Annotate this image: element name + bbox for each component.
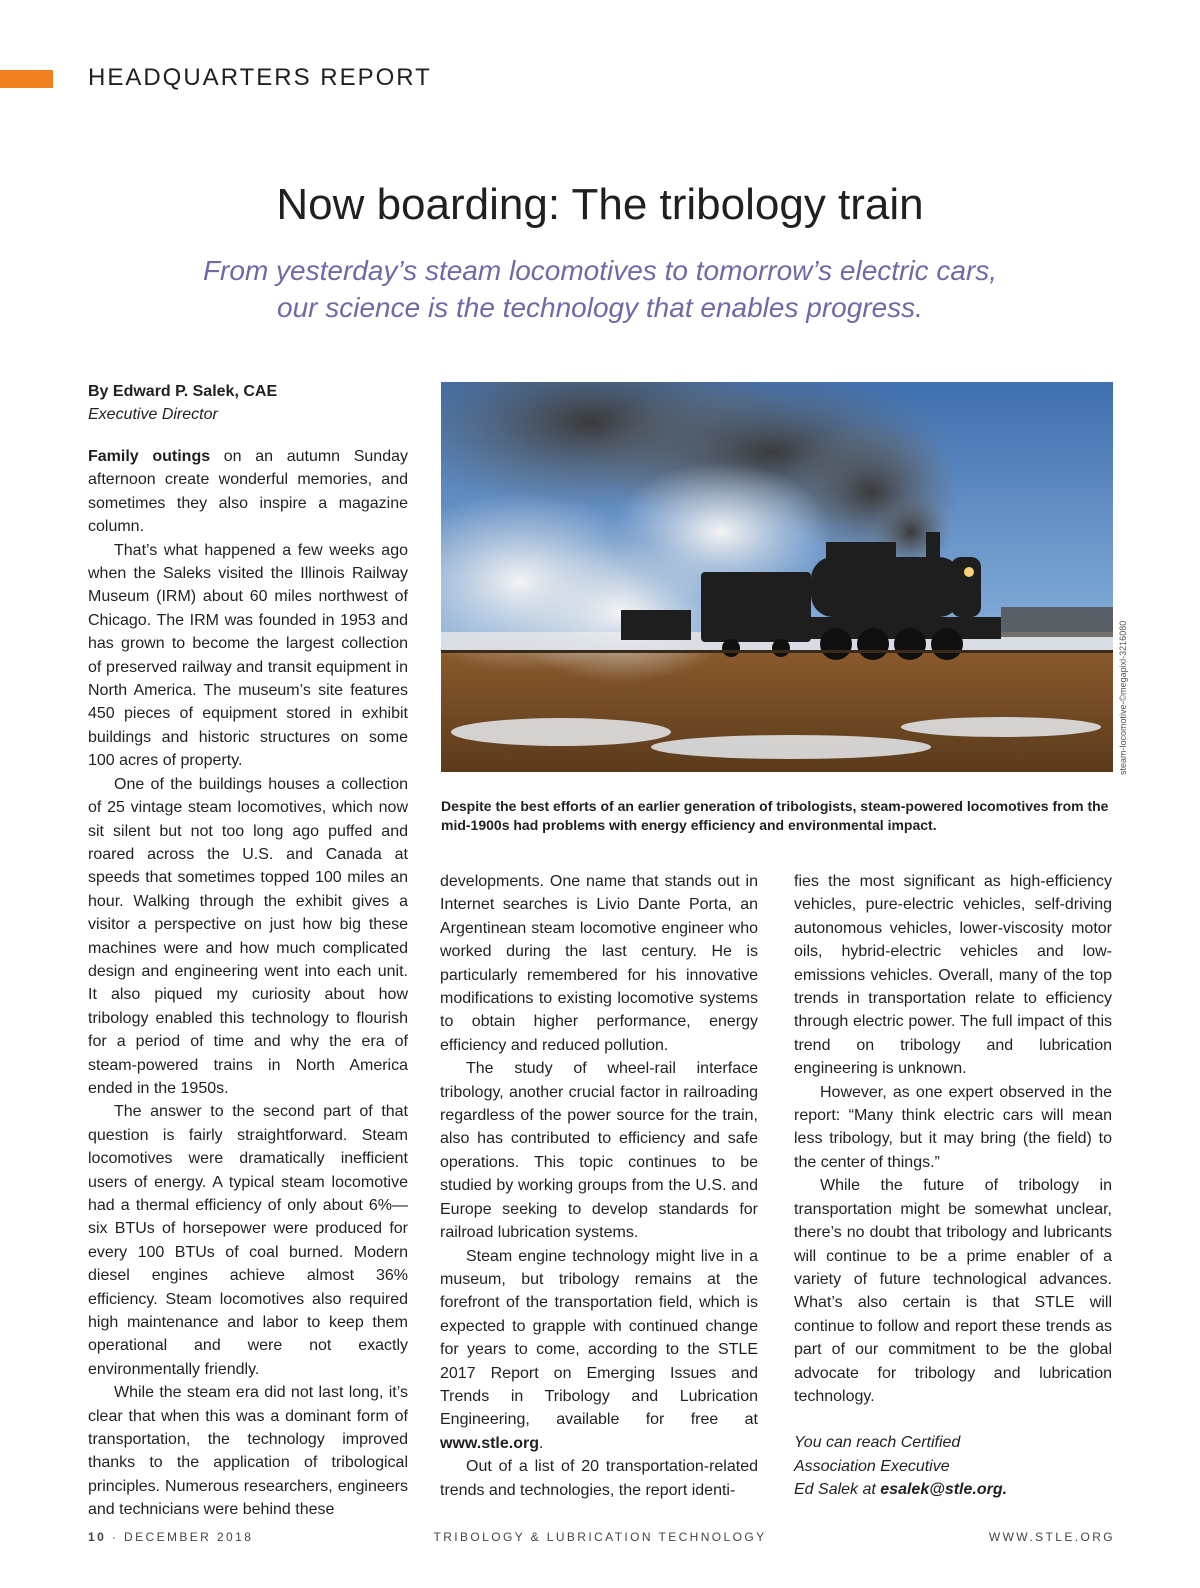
paragraph: The study of wheel-rail interface tribology, another crucial factor in railroading regardless of the power source for the train, also has contributed to efficiency and safe operations. This topic continues to be studied by working groups from the U.S. and Europe seeking to develop standards for railroad lubrication systems. [440,1060,758,1242]
deck-line-1: From yesterday’s steam locomotives to tomorrow’s electric cars, [202,255,998,286]
photo-caption: Despite the best efforts of an earlier generation of tribologists, steam-powered locomotives from the mid-1900s had problems with energy efficiency and environmental impact. [441,798,1109,833]
footer-separator: · [111,1530,119,1544]
website-url[interactable]: WWW.STLE.ORG [988,1530,1115,1544]
paragraph: The answer to the second part of that question is fairly straightforward. Steam locomotives were dramatically inefficient users of energy. A typical steam locomotive had a thermal efficiency of only about 6%—six BTUs of horsepower were produced for every 100 BTUs of coal burned. Modern diesel engines achieve almost 36% efficiency. Steam locomotives also required high maintenance and labor to keep them operational and were not exactly environmentally friendly. [88,1103,408,1378]
publication-name: TRIBOLOGY & LUBRICATION TECHNOLOGY [433,1530,767,1544]
byline-role: Executive Director [88,406,218,423]
byline-author: By Edward P. Salek, CAE [88,383,278,400]
column-1 [88,445,408,1522]
byline [88,380,408,426]
paragraph-text: Steam engine technology might live in a museum, but tribology remains at the forefront of the transportation field, which is expected to grapple with continued change for years to come, according to the STLE 2017 Report on Emerging Issues and Trends in Tribology and Lubrication Engineering, available for free at [440,1247,758,1429]
paragraph: While the future of tribology in transportation might be somewhat unclear, there’s no doubt that tribology and lubricants will continue to be a prime enabler of a variety of future technological advances. What’s also certain is that STLE will continue to follow and report these trends as part of our commitment to be the global advocate for tribology and lubrication technology. [794,1177,1112,1405]
website-link[interactable]: www.stle.org [440,1434,539,1452]
paragraph: That’s what happened a few weeks ago when the Saleks visited the Illinois Railway Museum (IRM) about 60 miles northwest of Chicago. The IRM was founded in 1953 and has grown to become the largest collection of preserved railway and transit equipment in North America. The museum’s site features 450 pieces of equipment stored in exhibit buildings and historic structures on some 100 acres of property. [88,541,408,770]
section-label: HEADQUARTERS REPORT [88,64,432,91]
paragraph-end: . [538,1434,544,1452]
locomotive-illustration [441,382,1113,772]
issue-date: DECEMBER 2018 [124,1530,254,1544]
paragraph-text: on an autumn Sunday afternoon create wonderful memories, and sometimes they also inspire a magazine column. [88,448,408,536]
paragraph: While the steam era did not last long, it’s clear that when this was a dominant form of transportation, the technology improved thanks to the application of tribological principles. Numerous researchers, engineers and technicians were behind these [88,1384,408,1519]
article-title: Now boarding: The tribology train [276,180,924,229]
paragraph: developments. One name that stands out in Internet searches is Livio Dante Porta, an Argentinean steam locomotive engineer who worked during the last century. He is particularly remembered for his innovative modifications to existing locomotive systems to obtain higher performance, energy efficiency and reduced pollution. [440,873,758,1054]
paragraph [88,445,408,539]
contact-line-1: You can reach Certified [794,1434,961,1452]
deck-line-2: our science is the technology that enables progress. [277,292,923,323]
paragraph: However, as one expert observed in the report: “Many think electric cars will mean less tribology, but it may bring (the field) to the center of things.” [794,1083,1112,1171]
page-number: 10 [88,1530,107,1544]
article-deck [100,252,1100,326]
paragraph: Out of a list of 20 transportation-related trends and technologies, the report identi- [440,1458,758,1499]
contact-line-3: Ed Salek at [794,1481,881,1499]
steam-locomotive-photo [441,382,1113,772]
contact-line-2: Association Executive [794,1457,950,1475]
photo-credit: steam-locomotive-©megapixl-3216080 [1118,620,1128,775]
contact-email-link[interactable]: esalek@stle.org. [880,1481,1008,1499]
lead-in: Family outings [88,448,211,465]
contact-note [794,1431,1112,1501]
section-accent-bar [0,70,53,88]
paragraph [440,1245,758,1456]
column-3 [794,870,1112,1502]
paragraph: fies the most significant as high-efficiency vehicles, pure-electric vehicles, self-driving autonomous vehicles, lower-viscosity motor oils, hybrid-electric vehicles and low-emissions vehicles. Overall, many of the top trends in transportation relate to efficiency through electric power. The full impact of this trend on tribology and lubrication engineering is unknown. [794,873,1112,1078]
paragraph: One of the buildings houses a collection of 25 vintage steam locomotives, which now sit silent but not too long ago puffed and roared across the U.S. and Canada at speeds that sometimes topped 100 miles an hour. Walking through the exhibit gives a visitor a perspective on just how big these machines were and how much complicated design and engineering went into each unit. It also piqued my curiosity about how tribology enabled this technology to flourish for a period of time and why the era of steam-powered trains in North America ended in the 1950s. [88,775,408,1097]
column-2 [440,870,758,1502]
